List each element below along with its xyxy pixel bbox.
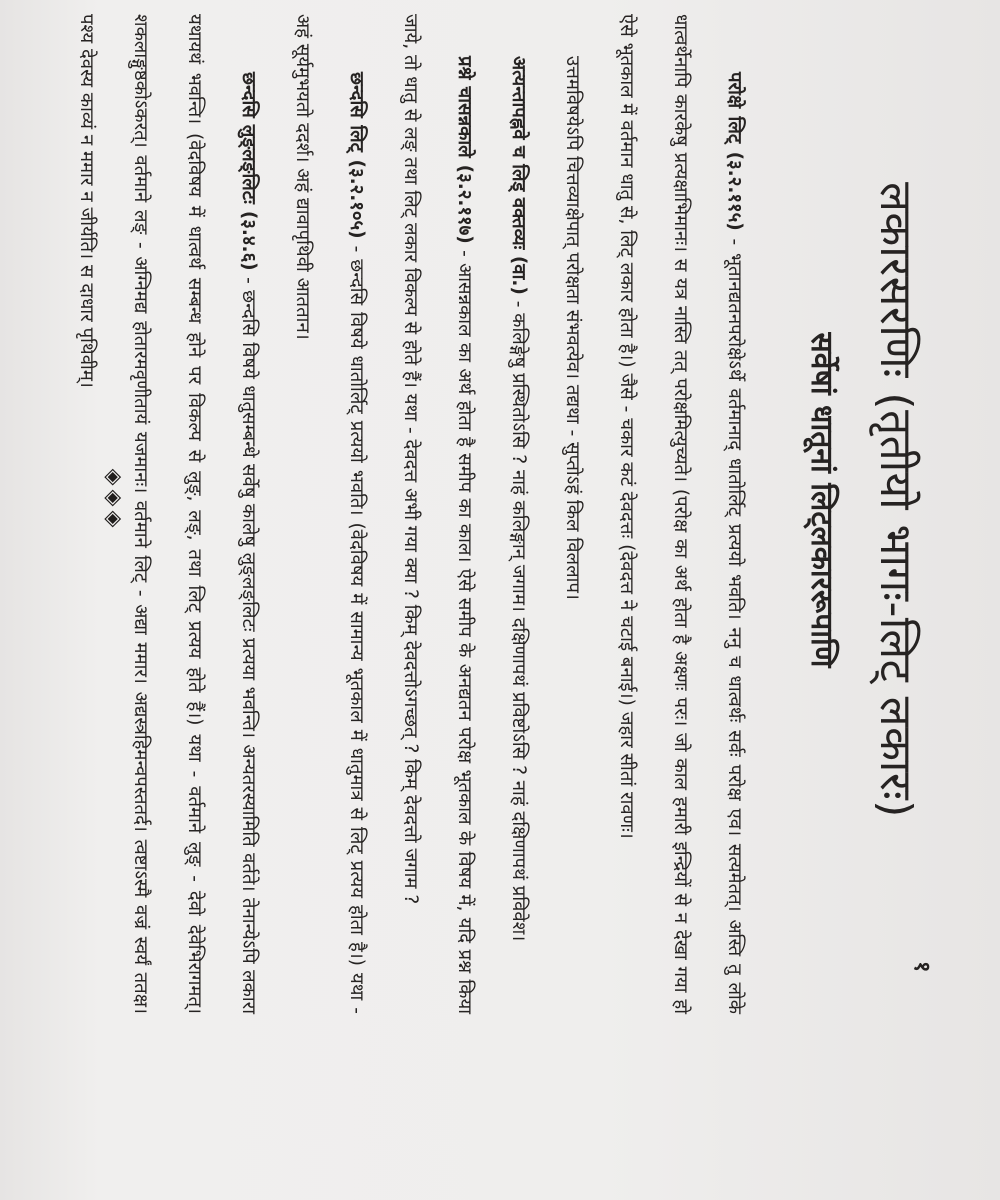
paragraph-text: - आसन्नकाल का अर्थ होता है समीप का काल। ऐसे समीप के अनद्यतन परोक्ष भूतकाल के विषय में, यदि प्रश्न किया जाये, तो धातु से लङ् तथा लिट् लकार विकल्प से होते हैं। यथा - देवदत्त अभी गया क्या ? किम् देवदत्तोऽगच्छत् ? किम् देवदत्तो जगाम ? (400, 14, 475, 1014)
paragraph-atyanta-apahnave (491, 14, 545, 1014)
paragraph-text: - कलिङ्गेषु प्रस्थितोऽसि ? नाहं कलिङ्गान् जगाम। दक्षिणापथं प्रविष्टोऽसि ? नाहं दक्षिणापथं प्रविवेश। (508, 294, 529, 942)
sutra-heading: परोक्षे लिट् (३.२.११५) (724, 72, 745, 231)
paragraph-chhandasi-lung-lang-lit (59, 14, 275, 1014)
page-subtitle: सर्वेषां धातूनां लिट्लकाररूपाणि (804, 332, 839, 668)
sutra-heading: छन्दसि लिट् (३.२.१०५) (346, 72, 367, 239)
paragraph-text: - छन्दसि विषये धातुसम्बन्धे सर्वेषु कालेषु लुङ्लङ्लिटः प्रत्यया भवन्ति। अन्यतरस्यामिति वर्तते। तेनान्येऽपि लकारा यथायथं भवन्ति। (वेदविषय में धात्वर्थ सम्बन्ध होने पर विकल्प से लुङ्, लङ्, तथा लिट् प्रत्यय होते हैं।) यथा - वर्तमाने लुङ् - देवो देवेभिरागमत्। शकलाङ्गुष्ठकोऽकरत्। वर्तमाने लङ् - अग्निमद्य होतारमवृणीतायं यजमानः। वर्तमाने लिट् - अद्या ममार। अद्यस्त्रहिमन्वपस्ततर्द। त्वष्टाऽस्मै वज्रं स्वर्यं ततक्ष। पश्य देवस्य काव्यं न ममार न जीर्यति। स दाधार पृथिवीम्। (76, 14, 259, 1015)
page-number: १ (909, 961, 934, 973)
paragraph-text: - भूतानद्यतनपरोक्षेऽर्थे वर्तमानाद् धातोर्लिट् प्रत्ययो भवति। ननु च धात्वर्थः सर्वः परोक्ष एव। सत्यमेतत्। अस्ति तु लोके धात्वर्थेनापि कारकेषु प्रत्यक्षाभिमानः। स यत्र नास्ति तत् परोक्षमित्युच्यते। (परोक्ष का अर्थ होता है अक्ष्णः परः। जो काल हमारी इन्द्रियों से न देखा गया हो ऐसे भूतकाल में वर्तमान धातु से, लिट् लकार होता है।) जैसे - चकार कटं देवदत्तः (देवदत्त ने चटाई बनाई।) जहार सीतां रावणः। (616, 14, 745, 1014)
sutra-heading: प्रश्ने चासन्नकाले (३.२.११७) (454, 56, 475, 244)
ornament-divider: ◈◈◈ (101, 468, 126, 532)
paragraph-prashne-asannakale (383, 14, 491, 1014)
paragraph-uttama-vishaya (545, 14, 599, 1014)
scanned-page (44, 0, 956, 1044)
sutra-heading: अत्यन्तापह्नवे च लिड् वक्तव्यः (वा.) (508, 56, 529, 295)
sutra-heading: छन्दसि लुङ्लङ्लिटः (३.४.६) (238, 72, 259, 271)
page-title: लकारसरणिः (तृतीयो भागः-लिट् लकारः) (870, 182, 921, 818)
paragraph-text: - छन्दसि विषये धातोर्लिट् प्रत्ययो भवति। (वेदविषय में सामान्य भूतकाल में धातुमात्र से लिट् प्रत्यय होता है।) यथा - अहं सूर्यमुभयतो ददर्श। अहं द्यावापृथिवी आततान। (292, 14, 367, 1014)
paragraph-chhandasi-lit (275, 14, 383, 1014)
body-text (59, 14, 761, 1014)
paragraph-parokshe-lit (599, 14, 761, 1014)
paragraph-text: उत्तमविषयेऽपि चित्तव्याक्षेपात् परोक्षता संभवत्येव। तद्यथा - सुप्तोऽहं किल विललाप। (562, 56, 583, 600)
